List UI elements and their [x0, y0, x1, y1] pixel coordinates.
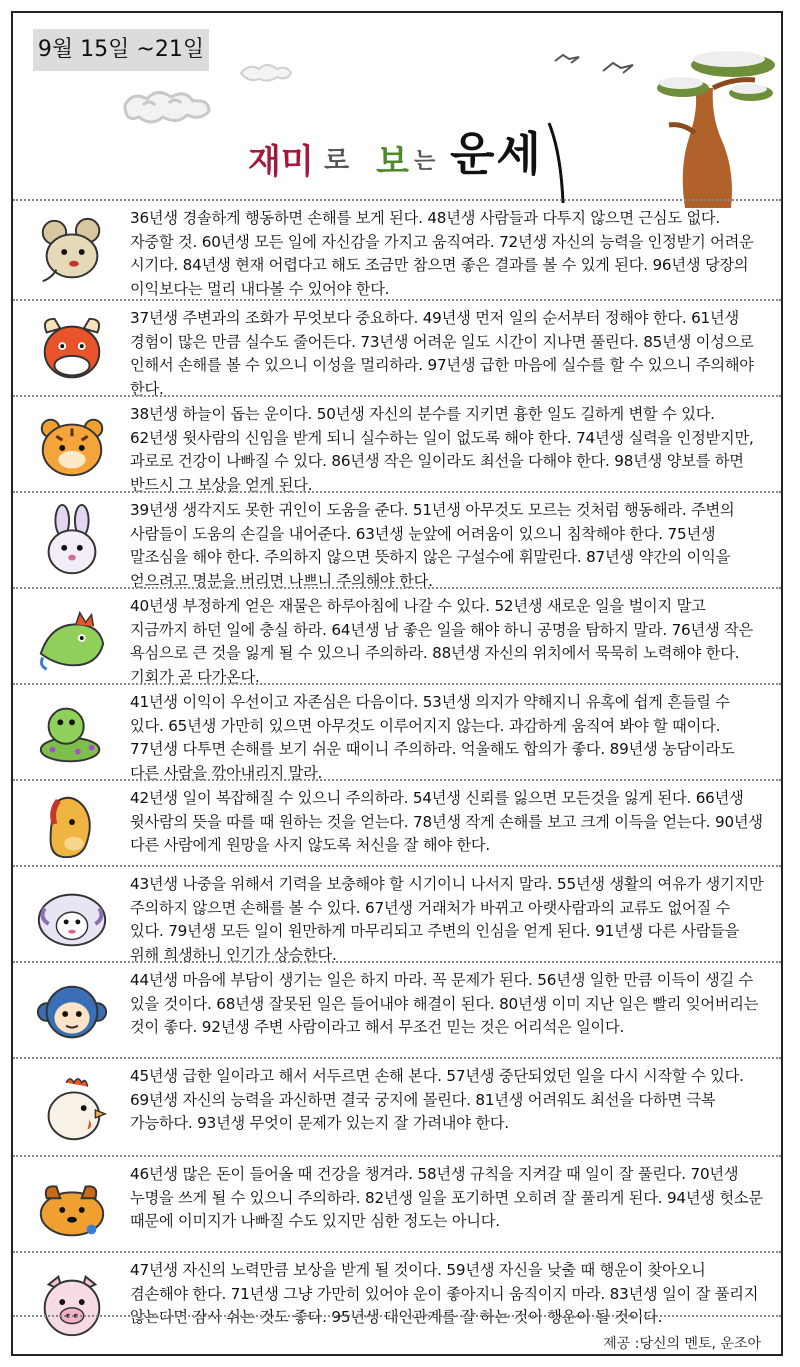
title-part-4: 는 — [414, 149, 436, 174]
fortune-row — [13, 865, 781, 964]
tree-icon — [657, 51, 775, 208]
horse-icon — [33, 787, 111, 865]
fortune-text: 36년생 경솔하게 행동하면 손해를 보게 된다. 48년생 사람들과 다투지 않으면 근심도 없다. 자중할 것. 60년생 모든 일에 자신감을 가지고 움직여라. 72년생 자신의 능력을 인정받기 어려운 시기다. 84년생 현재 어렵다고 해도 조금만 참으면 좋은 결과를 볼 수 있게 된다. 96년생 당장의 이익보다는 멀리 내다볼 수 있어야 한다. — [130, 209, 754, 298]
title-part-1: 재미 — [248, 142, 314, 182]
dog-icon — [33, 1169, 111, 1247]
title-part-5: 운세 — [450, 127, 543, 181]
page-title — [248, 108, 578, 208]
snake-icon — [33, 695, 111, 773]
bird-icon — [555, 55, 633, 73]
fortune-text: 38년생 하늘이 돕는 운이다. 50년생 자신의 분수를 지키면 흉한 일도 길하게 변할 수 있다. 62년생 윗사람의 신임을 받게 되니 실수하는 일이 없도록 해야 한다. 74년생 실력을 인정받지만, 과로로 건강이 나빠질 수 있다. 86년생 작은 일이라도 최선을 다해야 한다. 98년생 양보를 하면 반드시 그 보상을 얻게 된다. — [130, 405, 754, 494]
fortune-row — [13, 299, 781, 398]
fortune-text: 42년생 일이 복잡해질 수 있으니 주의하라. 54년생 신뢰를 잃으면 모든것을 잃게 된다. 66년생 윗사람의 뜻을 따를 때 원하는 것을 얻는다. 78년생 작게 손해를 보고 크게 이득을 얻는다. 90년생 다른 사람에게 원망을 사지 않도록 처신을 잘 해야 한다. — [130, 789, 763, 855]
fortune-text: 45년생 급한 일이라고 해서 서두르면 손해 본다. 57년생 중단되었던 일을 다시 시작할 수 있다. 69년생 자신의 능력을 과신하면 결국 궁지에 몰린다. 81년생 어려워도 최선을 다하면 극복 가능하다. 93년생 무엇이 문제가 있는지 잘 가려내야 한다. — [130, 1067, 744, 1133]
fortune-row — [13, 779, 781, 865]
fortune-panel — [11, 11, 783, 1356]
fortune-text: 47년생 자신의 노력만큼 보상을 받게 될 것이다. 59년생 자신을 낮출 때 행운이 찾아오니 겸손해야 한다. 71년생 그냥 가만히 있어야 운이 좋아지니 움직이지 마라. 83년생 일이 잘 풀리지 않는다면 잠시 쉬는 것도 좋다. 95년생 대인관계를 잘 하는 것이 행운이 될 것이다. — [130, 1261, 759, 1327]
fortune-row — [13, 587, 781, 686]
credit-line: 제공 :당신의 멘토, 운조아 — [603, 1336, 761, 1352]
fortune-list — [13, 199, 781, 1347]
rooster-icon — [33, 1071, 111, 1149]
title-part-3: 보 — [376, 142, 409, 182]
fortune-text: 43년생 나중을 위해서 기력을 보충해야 할 시기이니 나서지 말라. 55년생 생활의 여유가 생기지만 주의하지 않으면 손해를 볼 수 있다. 67년생 거래처가 바뀌고 아랫사람과의 교류도 없어질 수 있다. 79년생 모든 일이 원만하게 마무리되고 주변의 인심을 얻게 된다. 91년생 다른 사람들을 위해 희생하니 인기가 상승한다. — [130, 875, 764, 964]
cloud-icon — [125, 92, 209, 122]
separator — [13, 1315, 781, 1317]
pig-icon — [33, 1265, 111, 1343]
fortune-text: 40년생 부정하게 얻은 재물은 하루아침에 나갈 수 있다. 52년생 새로운 일을 벌이지 말고 지금까지 하던 일에 충실 하라. 64년생 남 좋은 일을 해야 하니 공명을 탐하지 말라. 76년생 작은 욕심으로 큰 것을 잃게 될 수 있으니 주의하라. 88년생 자신의 위치에서 묵묵히 노력해야 한다. 기회가 곧 다가온다. — [130, 597, 754, 686]
fortune-row — [13, 961, 781, 1057]
fortune-text: 44년생 마음에 부담이 생기는 일은 하지 마라. 꼭 문제가 된다. 56년생 일한 만큼 이득이 생길 수 있을 것이다. 68년생 잘못된 일은 들어내야 해결이 된다. 80년생 이미 지난 일은 빨리 잊어버리는 것이 좋다. 92년생 주변 사람이라고 해서 무조건 믿는 것은 어리석은 일이다. — [130, 971, 759, 1037]
fortune-text: 46년생 많은 돈이 들어올 때 건강을 챙겨라. 58년생 규칙을 지켜갈 때 일이 잘 풀린다. 70년생 누명을 쓰게 될 수 있으니 주의하라. 82년생 일을 포기하면 오히려 잘 풀리게 된다. 94년생 헛소문 때문에 이미지가 나빠질 수도 있지만 심한 정도는 아니다. — [130, 1165, 763, 1231]
fortune-row — [13, 199, 781, 299]
fortune-row — [13, 1155, 781, 1251]
monkey-icon — [33, 975, 111, 1053]
fortune-row — [13, 395, 781, 494]
fortune-row — [13, 683, 781, 782]
fortune-row — [13, 491, 781, 590]
fortune-text: 37년생 주변과의 조화가 무엇보다 중요하다. 49년생 먼저 일의 순서부터 정해야 한다. 61년생 경험이 많은 만큼 실수도 줄어든다. 73년생 어려운 일도 시간이 지나면 풀린다. 85년생 이성으로 인해서 손해를 볼 수 있으니 이성을 멀리하라. 97년생 급한 마음에 실수를 할 수 있으니 주의해야 한다. — [130, 309, 754, 398]
rabbit-icon — [33, 503, 111, 581]
cloud-icon-small — [241, 65, 291, 81]
fortune-text: 39년생 생각지도 못한 귀인이 도움을 준다. 51년생 아무것도 모르는 것처럼 행동해라. 주변의 사람들이 도움의 손길을 내어준다. 63년생 눈앞에 어려움이 있으니 침착해야 한다. 75년생 말조심을 해야 한다. 주의하지 않으면 뜻하지 않은 구설수에 휘말린다. 87년생 약간의 이익을 얻으려고 명분을 버리면 나쁘니 주의해야 한다. — [130, 501, 735, 590]
fortune-row — [13, 1057, 781, 1155]
date-range: 9월 15일 ~21일 — [33, 29, 209, 71]
ox-icon — [33, 311, 111, 389]
fortune-text: 41년생 이익이 우선이고 자존심은 다음이다. 53년생 의지가 약해지니 유혹에 쉽게 흔들릴 수 있다. 65년생 가만히 있으면 아무것도 이루어지지 않는다. 과감하게 움직여 봐야 할 때이다. 77년생 다투면 손해를 보기 쉬운 때이니 주의하라. 억울해도 합의가 좋다. 89년생 농담이라도 다른 사람을 깎아내리지 말라. — [130, 693, 735, 782]
dragon-icon — [33, 599, 111, 677]
rat-icon — [33, 213, 111, 291]
sheep-icon — [33, 879, 111, 957]
tiger-icon — [33, 407, 111, 485]
title-part-2: 로 — [324, 146, 350, 176]
